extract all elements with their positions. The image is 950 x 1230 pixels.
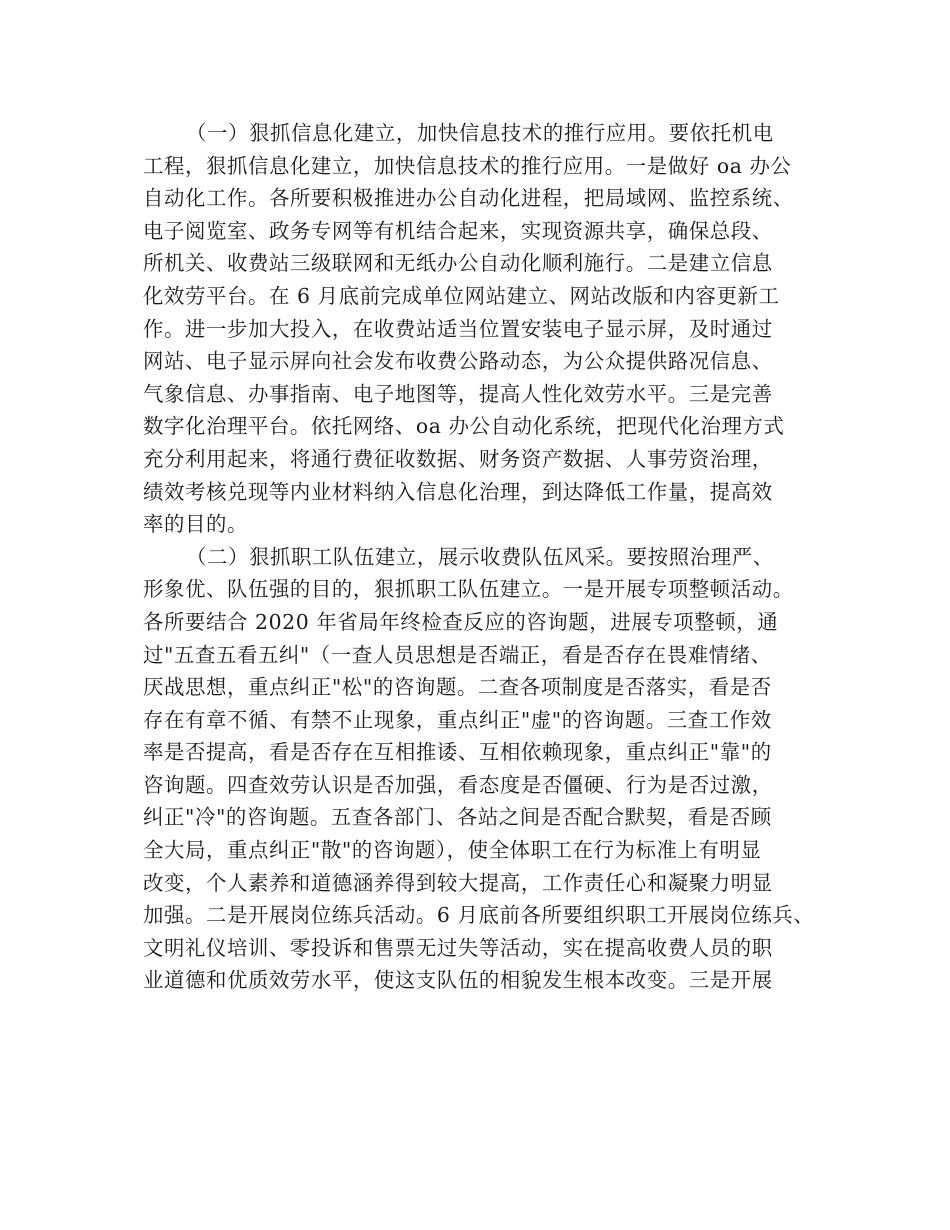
- text-line: 形象优、队伍强的目的，狠抓职工队伍建立。一是开展专项整顿活动。: [143, 577, 794, 602]
- text-line: 数字化治理平台。依托网络、oa 办公自动化系统，把现代化治理方式: [143, 414, 785, 439]
- text-line: 所机关、收费站三级联网和无纸办公自动化顺利施行。二是建立信息: [143, 251, 773, 276]
- text-line: （二）狠抓职工队伍建立，展示收费队伍风采。要按照治理严、: [186, 544, 774, 569]
- text-line: 自动化工作。各所要积极推进办公自动化进程，把局域网、监控系统、: [143, 186, 794, 211]
- text-line: 各所要结合 2020 年省局年终检查反应的咨询题，进展专项整顿，通: [143, 609, 779, 634]
- text-line: 厌战思想，重点纠正"松"的咨询题。二查各项制度是否落实，看是否: [143, 675, 772, 700]
- text-line: （一）狠抓信息化建立，加快信息技术的推行应用。要依托机电: [186, 121, 774, 145]
- text-line: 改变，个人素养和道德涵养得到较大提高，工作责任心和凝聚力明显: [143, 870, 773, 895]
- text-line: 绩效考核兑现等内业材料纳入信息化治理，到达降低工作量，提高效: [143, 479, 773, 504]
- text-line: 咨询题。四查效劳认识是否加强，看态度是否僵硬、行为是否过激，: [143, 772, 773, 797]
- text-line: 工程，狠抓信息化建立，加快信息技术的推行应用。一是做好 oa 办公: [143, 153, 792, 178]
- text-line: 网站、电子显示屏向社会发布收费公路动态，为公众提供路况信息、: [143, 349, 773, 374]
- text-line: 充分利用起来，将通行费征收数据、财务资产数据、人事劳资治理，: [143, 446, 773, 471]
- text-line: 纠正"冷"的咨询题。五查各部门、各站之间是否配合默契，看是否顾: [143, 805, 772, 830]
- text-line: 全大局，重点纠正"散"的咨询题），使全体职工在行为标准上有明显: [143, 838, 762, 863]
- text-line: 气象信息、办事指南、电子地图等，提高人性化效劳水平。三是完善: [143, 381, 773, 406]
- text-line: 化效劳平台。在 6 月底前完成单位网站建立、网站改版和内容更新工: [143, 283, 780, 308]
- text-line: 业道德和优质效劳水平，使这支队伍的相貌发生根本改变。三是开展: [143, 968, 773, 993]
- text-line: 率的目的。: [143, 512, 248, 537]
- text-line: 电子阅览室、政务专网等有机结合起来，实现资源共享，确保总段、: [143, 218, 773, 243]
- text-line: 加强。二是开展岗位练兵活动。6 月底前各所要组织职工开展岗位练兵、: [143, 903, 815, 928]
- text-line: 文明礼仪培训、零投诉和售票无过失等活动，实在提高收费人员的职: [143, 935, 773, 960]
- document-body: [143, 117, 815, 997]
- text-line: 存在有章不循、有禁不止现象，重点纠正"虚"的咨询题。三查工作效: [143, 707, 772, 732]
- text-line: 过"五查五看五纠"（一查人员思想是否端正，看是否存在畏难情绪、: [143, 642, 772, 667]
- text-line: 率是否提高，看是否存在互相推诿、互相依赖现象，重点纠正"靠"的: [143, 740, 772, 765]
- text-line: 作。进一步加大投入，在收费站适当位置安装电子显示屏，及时通过: [143, 316, 773, 341]
